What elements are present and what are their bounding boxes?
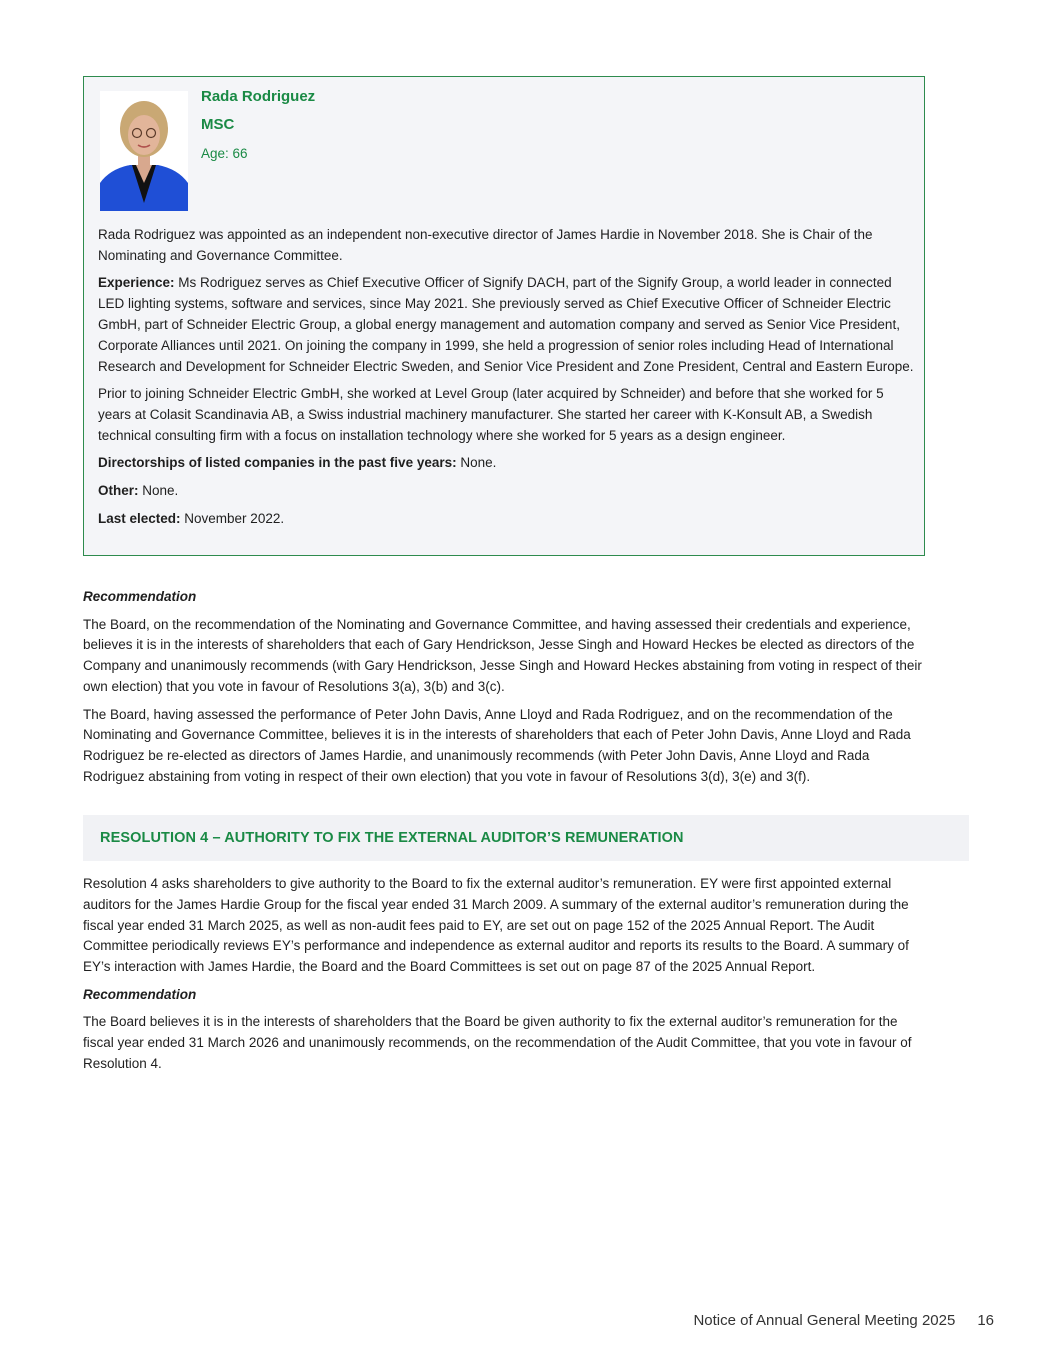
other-label: Other: bbox=[98, 482, 139, 498]
bio-directorships bbox=[98, 453, 914, 474]
last-elected-label: Last elected: bbox=[98, 510, 181, 526]
page-footer bbox=[693, 1312, 994, 1329]
resolution-4-section bbox=[83, 874, 925, 1082]
director-bio-card bbox=[83, 76, 925, 556]
experience-label: Experience: bbox=[98, 275, 175, 291]
bio-last-elected bbox=[98, 509, 914, 530]
bio-intro: Rada Rodriguez was appointed as an independent non-executive director of James Hardie in November 2018. She is Chair of the Nominating and Governance Committee. bbox=[98, 227, 873, 263]
last-elected-text: November 2022. bbox=[180, 510, 285, 526]
director-qualification: MSC bbox=[201, 116, 235, 133]
bio-experience bbox=[98, 273, 914, 377]
directorships-text: None. bbox=[456, 455, 497, 471]
bio-prior-career: Prior to joining Schneider Electric GmbH, she worked at Level Group (later acquired by Schneider) and before that she worked for 5 years at Colasit Scandinavia AB, a Swiss industrial machinery manufacturer. She started her career with K-Konsult AB, a Swedish technical consulting firm with a focus on installation technology where she worked for 5 years as a design engineer. bbox=[98, 386, 884, 443]
experience-text: Ms Rodriguez serves as Chief Executive Officer of Signify DACH, part of the Signify Group, a world leader in connected LED lighting systems, software and services, since May 2021. She previously served as Chief Executive Officer of Schneider Electric GmbH, part of Schneider Electric Group, a global energy management and automation company and served as Senior Vice President, Corporate Alliances until 2021. On joining the company in 1999, she held a progression of senior roles including Head of International Research and Development for Schneider Electric Sweden, and Senior Vice President and Zone President, Central and Eastern Europe. bbox=[98, 275, 914, 374]
resolution-4-para: Resolution 4 asks shareholders to give authority to the Board to fix the external auditor’s remuneration. EY were first appointed external auditors for the James Hardie Group for the fiscal year ended 31 March 2009. A summary of the external auditor’s remuneration during the fiscal year ended 31 March 2025, as well as non-audit fees paid to EY, are set out on page 152 of the 2025 Annual Report. The Audit Committee periodically reviews EY’s performance and independence as external auditor and reports its results to the Board. A summary of EY’s interaction with James Hardie, the Board and the Board Committees is set out on page 87 of the 2025 Annual Report. bbox=[83, 876, 909, 975]
bio-body bbox=[98, 225, 914, 536]
director-portrait bbox=[100, 91, 188, 211]
recommendation-section bbox=[83, 587, 925, 795]
director-age: Age: 66 bbox=[201, 146, 248, 161]
resolution-4-recommendation-para: The Board believes it is in the interests of shareholders that the Board be given authority to fix the external auditor’s remuneration for the fiscal year ended 31 March 2026 and unanimously recommends, on the recommendation of the Audit Committee, that you vote in favour of Resolution 4. bbox=[83, 1014, 912, 1071]
page-number: 16 bbox=[977, 1312, 994, 1329]
directorships-label: Directorships of listed companies in the past five years: bbox=[98, 455, 457, 471]
resolution-4-recommendation-heading: Recommendation bbox=[83, 986, 197, 1002]
resolution-4-banner bbox=[83, 815, 969, 861]
recommendation-para-2: The Board, having assessed the performance of Peter John Davis, Anne Lloyd and Rada Rodriguez, and on the recommendation of the Nominating and Governance Committee, believes it is in the interests of shareholders that each of Peter John Davis, Anne Lloyd and Rada Rodriguez be re-elected as directors of James Hardie, and unanimously recommends (with Peter John Davis, Anne Lloyd and Rada Rodriguez abstaining from voting in respect of their own election) that you vote in favour of Resolutions 3(d), 3(e) and 3(f). bbox=[83, 706, 911, 784]
footer-title: Notice of Annual General Meeting 2025 bbox=[693, 1312, 956, 1329]
bio-header bbox=[201, 87, 315, 163]
resolution-4-title: RESOLUTION 4 – AUTHORITY TO FIX THE EXTERNAL AUDITOR’S REMUNERATION bbox=[100, 830, 684, 846]
other-text: None. bbox=[138, 482, 179, 498]
recommendation-heading: Recommendation bbox=[83, 589, 197, 604]
recommendation-para-1: The Board, on the recommendation of the Nominating and Governance Committee, and having assessed their credentials and experience, believes it is in the interests of shareholders that each of Gary Hendrickson, Jesse Singh and Howard Heckes be elected as directors of the Company and unanimously recommends (with Gary Hendrickson, Jesse Singh and Howard Heckes abstaining from voting in respect of their own election) that you vote in favour of Resolutions 3(a), 3(b) and 3(c). bbox=[83, 616, 922, 694]
bio-other bbox=[98, 481, 914, 502]
director-name: Rada Rodriguez bbox=[201, 88, 316, 105]
